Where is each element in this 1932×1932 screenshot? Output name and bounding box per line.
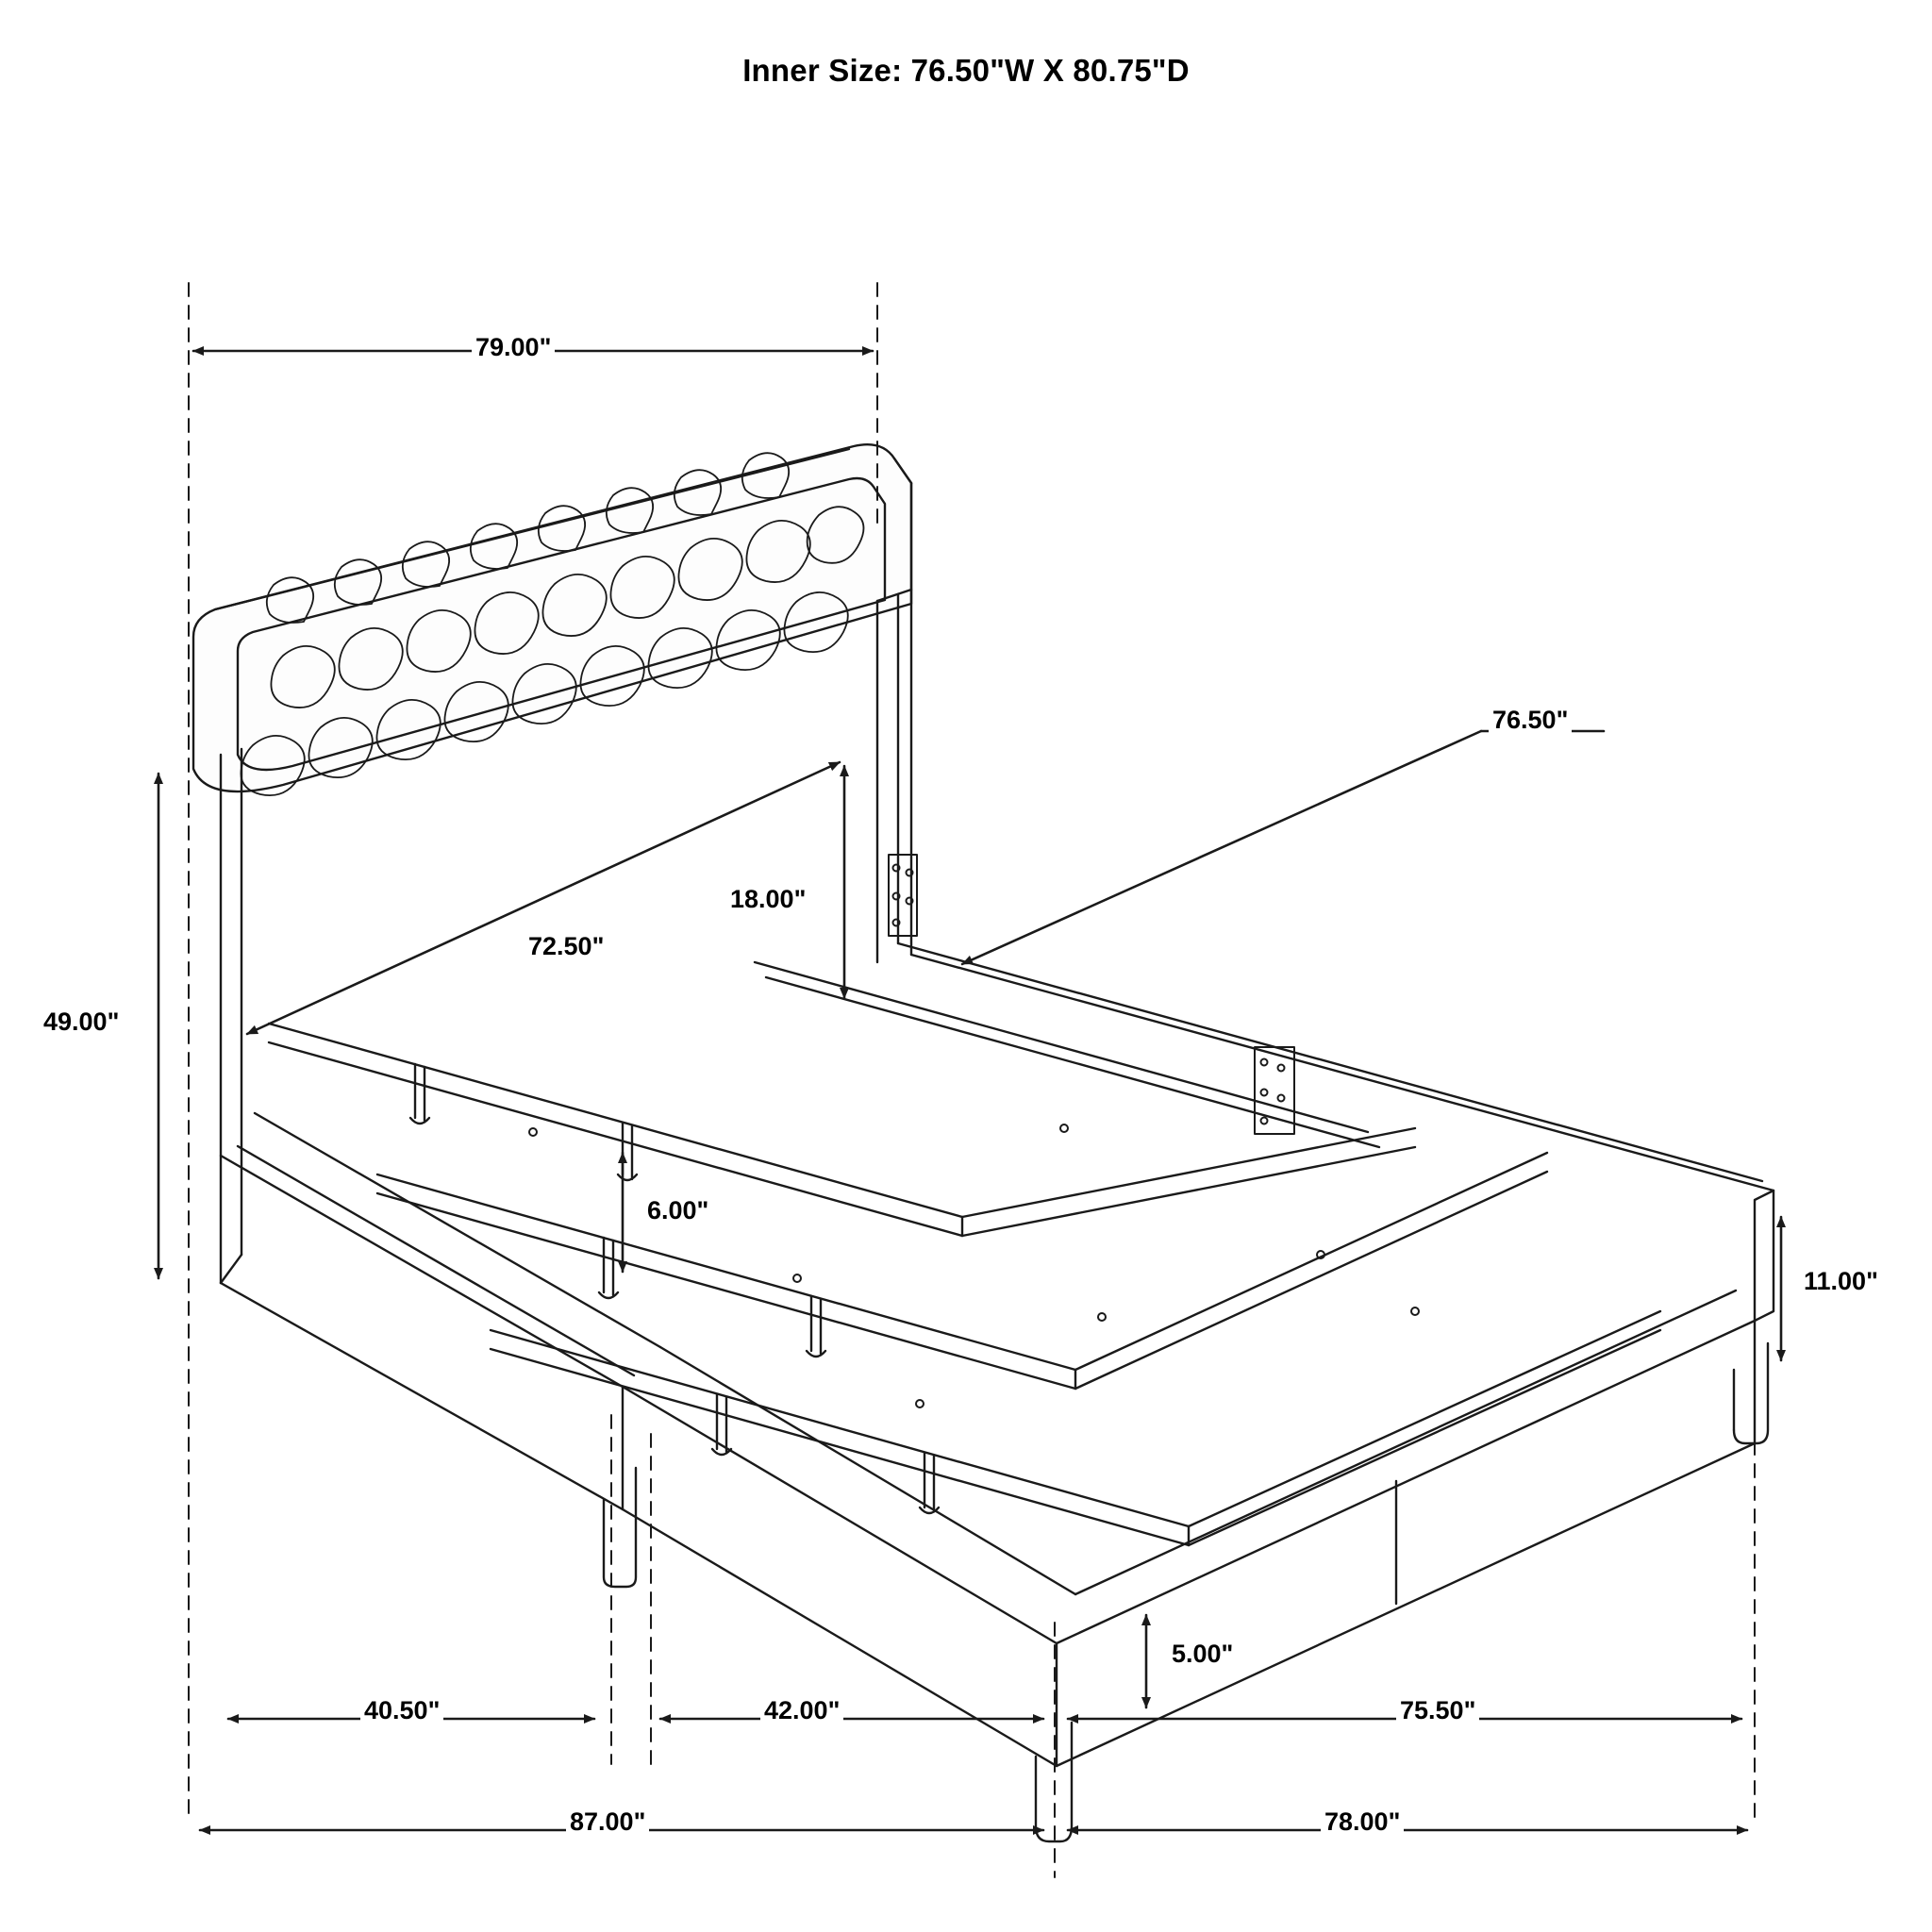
dimension-label-slat-clearance-6: 6.00" xyxy=(643,1198,712,1224)
dimension-label-headboard-width-72-5: 72.50" xyxy=(525,934,608,959)
dimension-label-footprint-left-40-5: 40.50" xyxy=(360,1698,443,1724)
dimension-label-height-49: 49.00" xyxy=(40,1009,123,1035)
dimension-label-footprint-right-75-5: 75.50" xyxy=(1396,1698,1479,1724)
dimension-label-inner-width-76-5: 76.50" xyxy=(1489,708,1572,733)
page-title: Inner Size: 76.50"W X 80.75"D xyxy=(742,53,1190,88)
dimension-label-depth-right-78: 78.00" xyxy=(1321,1809,1404,1835)
slat-support-system xyxy=(269,855,1660,1545)
dimension-label-headboard-panel-18: 18.00" xyxy=(726,887,809,912)
dimension-label-rail-height-11: 11.00" xyxy=(1800,1269,1882,1294)
headboard-panel xyxy=(193,444,911,791)
dimension-label-depth-left-87: 87.00" xyxy=(566,1809,649,1835)
dimension-label-leg-height-5: 5.00" xyxy=(1168,1641,1237,1667)
bed-frame xyxy=(221,943,1774,1841)
dimension-label-footprint-middle-42: 42.00" xyxy=(760,1698,843,1724)
dimension-label-width-79: 79.00" xyxy=(472,335,555,360)
